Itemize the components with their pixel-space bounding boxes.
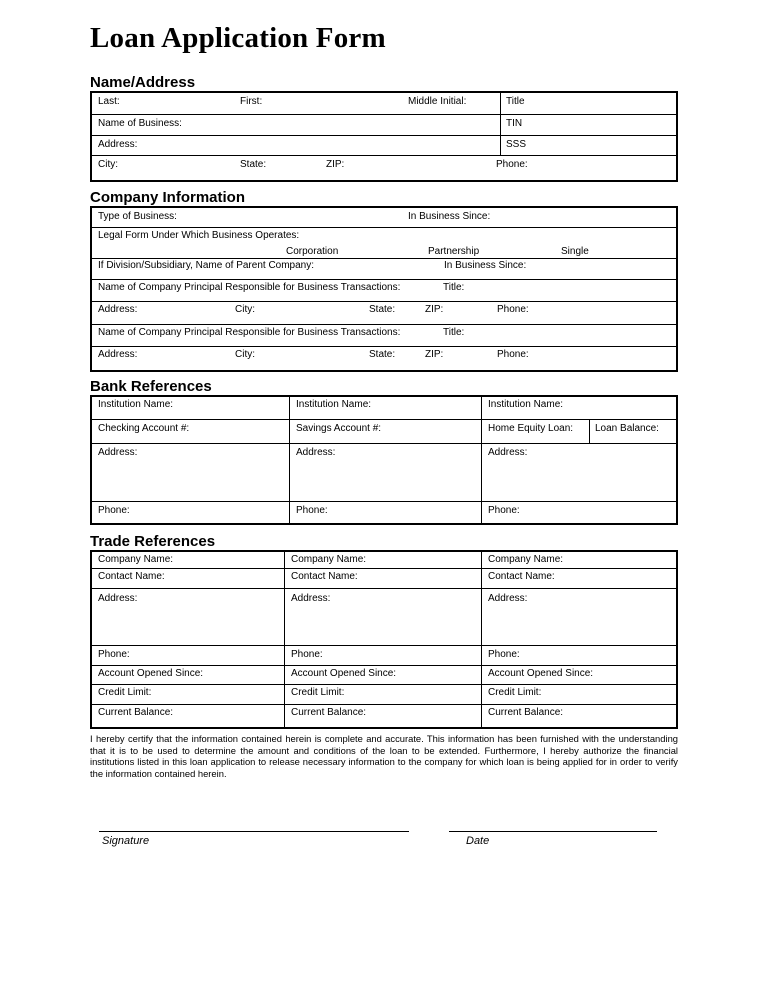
trade-contact-field-1[interactable]: Contact Name:: [98, 571, 165, 582]
state-field[interactable]: State:: [240, 159, 267, 170]
principal-zip-field[interactable]: ZIP:: [425, 304, 444, 315]
account-opened-field-3[interactable]: Account Opened Since:: [488, 668, 594, 679]
parent-in-business-since-field[interactable]: In Business Since:: [444, 260, 527, 271]
signature-line[interactable]: [99, 831, 409, 832]
last-name-field[interactable]: Last:: [98, 96, 120, 107]
trade-contact-row: [92, 569, 676, 589]
trade-box: [90, 550, 678, 729]
legal-form-row: [92, 228, 676, 259]
signature-label: Signature: [102, 835, 150, 847]
city-row: [92, 156, 676, 180]
date-line[interactable]: [449, 831, 657, 832]
principal-title-field[interactable]: Title:: [443, 282, 465, 293]
name-address-box: [90, 91, 678, 182]
city-field[interactable]: City:: [98, 159, 118, 170]
bank-address-field-2[interactable]: Address:: [296, 447, 336, 458]
section-trade: Trade References: [90, 533, 216, 550]
trade-address-field-1[interactable]: Address:: [98, 593, 138, 604]
bank-address-field-3[interactable]: Address:: [488, 447, 528, 458]
zip-field[interactable]: ZIP:: [326, 159, 345, 170]
credit-limit-field-2[interactable]: Credit Limit:: [291, 687, 345, 698]
institution-name-field-1[interactable]: Institution Name:: [98, 399, 174, 410]
principal-address-field[interactable]: Address:: [98, 349, 138, 360]
trade-phone-field-1[interactable]: Phone:: [98, 649, 130, 660]
tin-field[interactable]: TIN: [506, 118, 523, 129]
name-row: [92, 93, 676, 115]
trade-opened-row: [92, 666, 676, 685]
principal-row-2: [92, 325, 676, 347]
principal-phone-field[interactable]: Phone:: [497, 304, 529, 315]
page-title: Loan Application Form: [90, 22, 386, 54]
business-name-field[interactable]: Name of Business:: [98, 118, 182, 129]
principal-title-field[interactable]: Title:: [443, 327, 465, 338]
bank-phone-field-2[interactable]: Phone:: [296, 505, 328, 516]
title-field[interactable]: Title: [506, 96, 525, 107]
principal-address-row-2: [92, 347, 676, 370]
company-box: [90, 206, 678, 372]
address-field[interactable]: Address:: [98, 139, 138, 150]
principal-city-field[interactable]: City:: [235, 349, 255, 360]
principal-address-row-1: [92, 302, 676, 325]
trade-company-field-3[interactable]: Company Name:: [488, 554, 564, 565]
credit-limit-field-3[interactable]: Credit Limit:: [488, 687, 542, 698]
current-balance-field-1[interactable]: Current Balance:: [98, 707, 174, 718]
bank-box: [90, 395, 678, 525]
sss-field[interactable]: SSS: [506, 139, 527, 150]
current-balance-field-2[interactable]: Current Balance:: [291, 707, 367, 718]
bank-address-row: [92, 444, 676, 502]
in-business-since-field[interactable]: In Business Since:: [408, 211, 491, 222]
principal-address-field[interactable]: Address:: [98, 304, 138, 315]
section-bank: Bank References: [90, 378, 212, 395]
trade-address-row: [92, 589, 676, 646]
credit-limit-field-1[interactable]: Credit Limit:: [98, 687, 152, 698]
trade-contact-field-3[interactable]: Contact Name:: [488, 571, 555, 582]
business-type-field[interactable]: Type of Business:: [98, 211, 177, 222]
address-row: [92, 136, 676, 156]
bank-phone-row: [92, 502, 676, 523]
section-name-address: Name/Address: [90, 74, 196, 91]
date-label: Date: [466, 835, 490, 847]
trade-company-field-1[interactable]: Company Name:: [98, 554, 174, 565]
savings-account-field[interactable]: Savings Account #:: [296, 423, 382, 434]
loan-balance-field[interactable]: Loan Balance:: [595, 423, 659, 434]
trade-balance-row: [92, 705, 676, 727]
middle-initial-field[interactable]: Middle Initial:: [408, 96, 467, 107]
bank-address-field-1[interactable]: Address:: [98, 447, 138, 458]
trade-phone-row: [92, 646, 676, 666]
trade-address-field-2[interactable]: Address:: [291, 593, 331, 604]
principal-state-field[interactable]: State:: [369, 349, 396, 360]
bank-phone-field-3[interactable]: Phone:: [488, 505, 520, 516]
bank-institution-row: [92, 397, 676, 420]
bank-account-row: [92, 420, 676, 444]
trade-contact-field-2[interactable]: Contact Name:: [291, 571, 358, 582]
account-opened-field-2[interactable]: Account Opened Since:: [291, 668, 397, 679]
first-name-field[interactable]: First:: [240, 96, 263, 107]
principal-zip-field[interactable]: ZIP:: [425, 349, 444, 360]
section-company: Company Information: [90, 189, 246, 206]
principal-row-1: [92, 280, 676, 302]
trade-company-row: [92, 552, 676, 569]
trade-address-field-3[interactable]: Address:: [488, 593, 528, 604]
checking-account-field[interactable]: Checking Account #:: [98, 423, 190, 434]
company-type-row: [92, 208, 676, 228]
single-option[interactable]: Single: [561, 246, 589, 257]
trade-phone-field-3[interactable]: Phone:: [488, 649, 520, 660]
principal-name-field[interactable]: Name of Company Principal Responsible for Business Transactions:: [98, 282, 401, 293]
trade-phone-field-2[interactable]: Phone:: [291, 649, 323, 660]
division-row: [92, 259, 676, 280]
principal-name-field[interactable]: Name of Company Principal Responsible for Business Transactions:: [98, 327, 401, 338]
phone-field[interactable]: Phone:: [496, 159, 528, 170]
bank-phone-field-1[interactable]: Phone:: [98, 505, 130, 516]
business-row: [92, 115, 676, 136]
current-balance-field-3[interactable]: Current Balance:: [488, 707, 564, 718]
institution-name-field-2[interactable]: Institution Name:: [296, 399, 372, 410]
account-opened-field-1[interactable]: Account Opened Since:: [98, 668, 204, 679]
principal-city-field[interactable]: City:: [235, 304, 255, 315]
partnership-option[interactable]: Partnership: [428, 246, 480, 257]
principal-phone-field[interactable]: Phone:: [497, 349, 529, 360]
corporation-option[interactable]: Corporation: [286, 246, 339, 257]
certification-text: I hereby certify that the information contained herein is complete and accurate. This information has been furnished with the understanding that it is to be used to determine the amount and conditions of the loan to be extended. Furthermore, I hereby authorize the financial institutions listed in this loan application to release necessary information to the company for which loan is being applied for in order to verify the information contained herein.: [90, 733, 678, 779]
home-equity-field[interactable]: Home Equity Loan:: [488, 423, 574, 434]
trade-credit-row: [92, 685, 676, 705]
parent-company-field[interactable]: If Division/Subsidiary, Name of Parent Company:: [98, 260, 315, 271]
principal-state-field[interactable]: State:: [369, 304, 396, 315]
institution-name-field-3[interactable]: Institution Name:: [488, 399, 564, 410]
legal-form-label: Legal Form Under Which Business Operates:: [98, 230, 300, 241]
trade-company-field-2[interactable]: Company Name:: [291, 554, 367, 565]
